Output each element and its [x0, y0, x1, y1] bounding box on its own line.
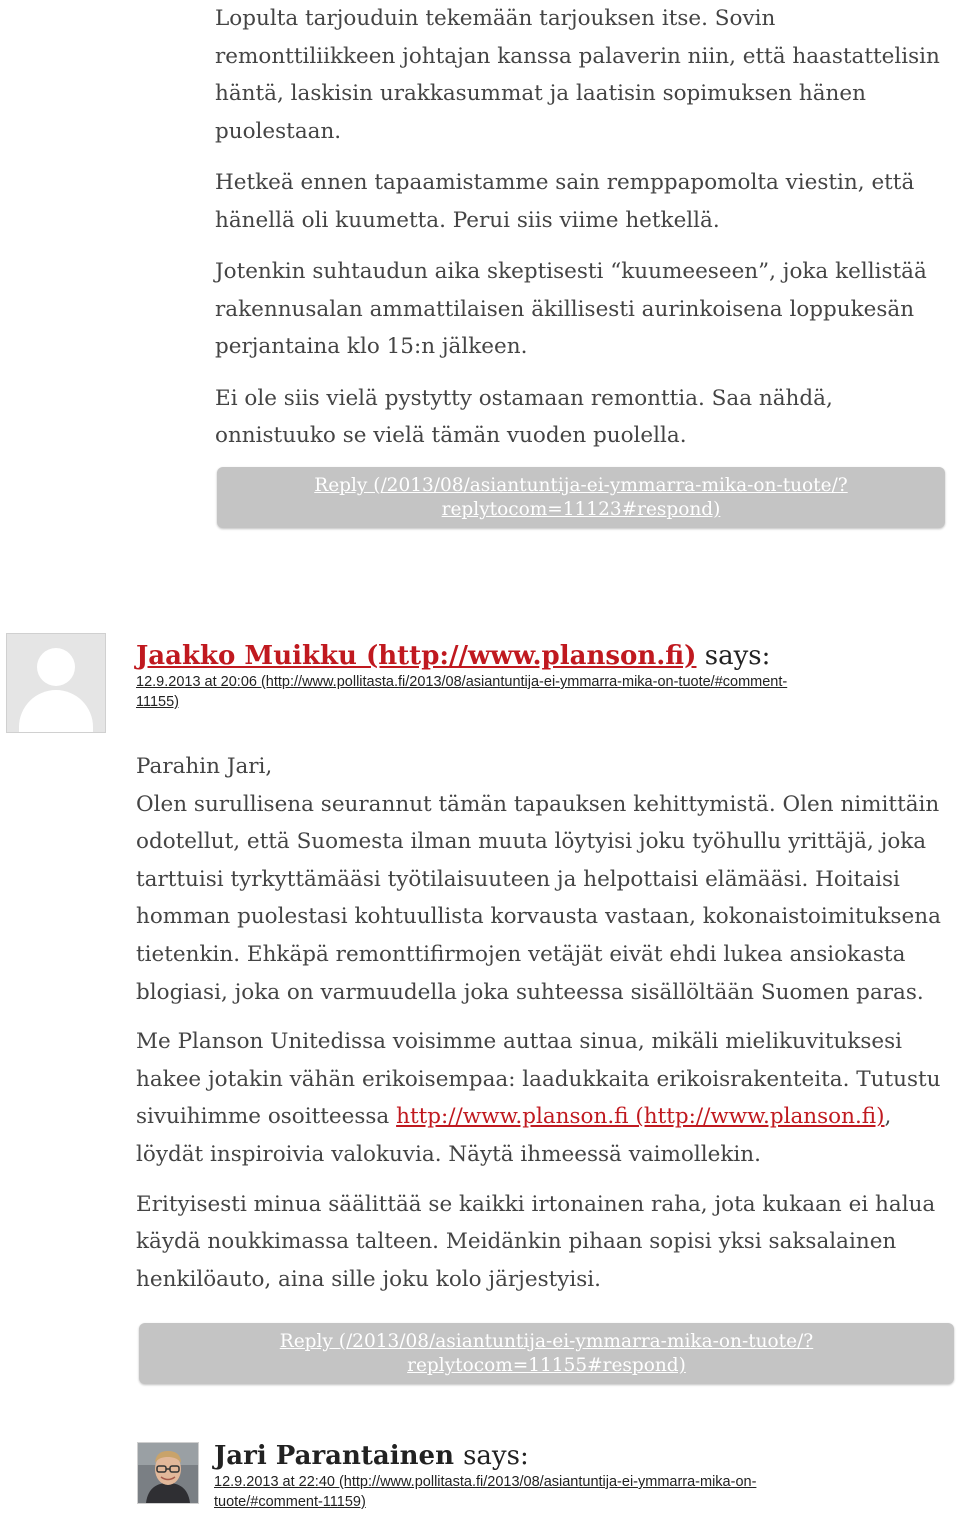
reply-link-line-1: Reply (/2013/08/asiantuntija-ei-ymmarra-mika-on-tuote/? — [279, 1331, 814, 1352]
comment-2-paragraph-2-start: Me Planson Unitedissa voisimme auttaa sinua, mikäli mielikuvituksesi hakee jotakin vähän erikoisempaa: laadukkaita erikoisrakenteita. Tutustu sivuihimme osoitteessa — [136, 1029, 941, 1130]
author-photo-avatar — [137, 1442, 199, 1504]
comment-2-author-link[interactable]: Jaakko Muikku (http://www.planson.fi) — [136, 641, 697, 671]
comment-2-reply-bar — [139, 1323, 954, 1384]
comment-2-paragraph-3: Erityisesti minua säälittää se kaikki irtonainen raha, jota kukaan ei halua käydä noukkimassa talteen. Meidänkin pihaan sopisi yksi saksalainen henkilöauto, aina sille joku kolo järjestyisi. — [136, 1191, 936, 1292]
avatar-head-shape — [37, 648, 75, 686]
comment-2-paragraph-2-end: , löydät inspiroivia valokuvia. Näytä ihmeessä vaimollekin. — [136, 1104, 892, 1167]
comment-2-meta — [136, 672, 936, 712]
comment-2-paragraph-1: Olen surullisena seurannut tämän tapauksen kehittymistä. Olen nimittäin odotellut, että Suomesta ilman muuta löytyisi joku työhullu yrittäjä, joka tarttuisi tyrkyttämääsi työtilaisuuteen ja helpottaisi elämääsi. Hoitaisi homman puolestasi kohtuullista korvausta vastaan, kokonaistoimituksena tietenkin. Ehkäpä remonttifirmojen vetäjät eivät ehdi lukea ansiokasta blogiasi, joka on varmuudella joka suhteessa sisällöltään Suomen paras. — [136, 791, 941, 1005]
reply-link-line-2: replytocom=11123#respond) — [441, 499, 721, 520]
says-label: says: — [463, 1441, 529, 1471]
comment-1-reply-bar — [217, 467, 945, 528]
comment-2-reply-link[interactable] — [280, 1331, 813, 1376]
comment-2-body — [136, 748, 951, 1310]
comment-1-paragraph: Lopulta tarjouduin tekemään tarjouksen itse. Sovin remonttiliikkeen johtajan kanssa palaverin niin, että haastattelisin häntä, laskisin urakkasummat ja laatisin sopimuksen hänen puolestaan. — [215, 6, 940, 144]
comment-3-header — [214, 1437, 934, 1512]
comment-2-greeting: Parahin Jari, — [136, 754, 273, 779]
comment-2-author-line — [136, 637, 936, 675]
author-photo-illustration — [138, 1443, 198, 1503]
comment-3-permalink[interactable] — [214, 1474, 756, 1510]
comment-3-meta-line-1: 12.9.2013 at 22:40 (http://www.pollitasta.fi/2013/08/asiantuntija-ei-ymmarra-mika-on- — [214, 1474, 757, 1490]
avatar-body-shape — [19, 690, 93, 733]
comment-2-header — [136, 637, 936, 712]
default-avatar-icon — [6, 633, 106, 733]
comment-3-author-line — [214, 1437, 934, 1475]
says-label: says: — [704, 641, 771, 671]
planson-website-link[interactable]: http://www.planson.fi (http://www.planson.fi) — [396, 1104, 885, 1130]
comment-3-meta-line-2: tuote/#comment-11159) — [214, 1494, 366, 1510]
comment-1-reply-link[interactable] — [314, 475, 847, 520]
reply-link-line-1: Reply (/2013/08/asiantuntija-ei-ymmarra-mika-on-tuote/? — [314, 475, 848, 496]
comment-2-permalink[interactable] — [136, 674, 787, 710]
comment-2-meta-line-1: 12.9.2013 at 20:06 (http://www.pollitasta.fi/2013/08/asiantuntija-ei-ymmarra-mika-on-tuote/#comment- — [136, 674, 788, 690]
comment-2-paragraph-2 — [136, 1023, 951, 1173]
comment-3-meta — [214, 1472, 934, 1512]
comment-1-body — [215, 0, 945, 469]
reply-link-line-2: replytocom=11155#respond) — [407, 1355, 686, 1376]
comment-2-meta-line-2: 11155) — [136, 694, 179, 710]
comment-3-author-name: Jari Parantainen — [214, 1441, 455, 1471]
comment-1-paragraph: Jotenkin suhtaudun aika skeptisesti “kuumeeseen”, joka kellistää rakennusalan ammattilaisen äkillisesti aurinkoisena loppukesän perjantaina klo 15:n jälkeen. — [215, 259, 927, 359]
comment-1-paragraph: Hetkeä ennen tapaamistamme sain remppapomolta viestin, että hänellä oli kuumetta. Perui siis viime hetkellä. — [215, 170, 915, 233]
comment-1-paragraph: Ei ole siis vielä pystytty ostamaan remonttia. Saa nähdä, onnistuuko se vielä tämän vuoden puolella. — [215, 385, 833, 448]
